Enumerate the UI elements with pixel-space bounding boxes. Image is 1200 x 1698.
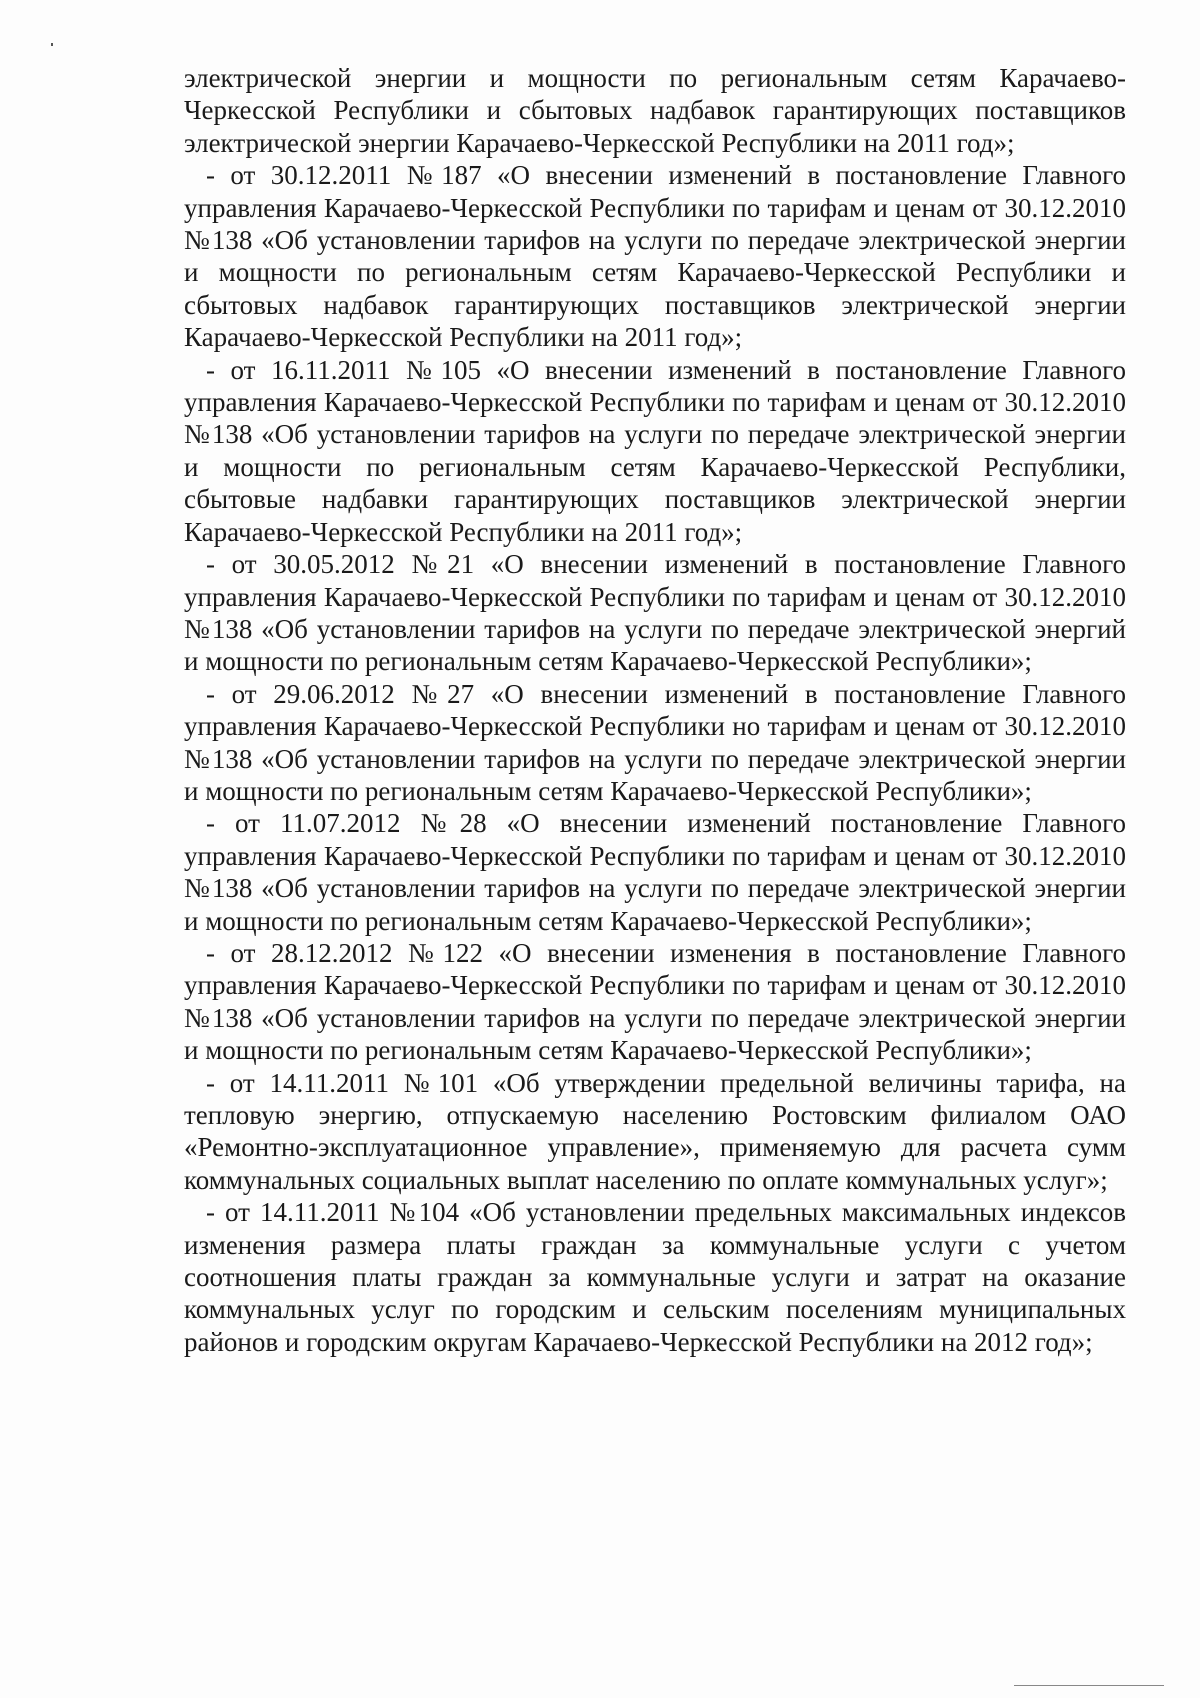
list-item-resolution-101: - от 14.11.2011 №101 «Об утверждении предельной величины тарифа, на тепловую энергию, отпускаемую населению Ростовским филиалом ОАО «Ремонтно-эксплуатационное управление», применяемую для расчета сумм коммунальных социальных выплат населению по оплате коммунальных услуг»; [184,1067,1126,1195]
scan-speck [51,43,53,46]
list-item-resolution-187: - от 30.12.2011 №187 «О внесении изменений в постановление Главного управления Карачаево-Черкесской Республики по тарифам и ценам от 30.12.2010 №138 «Об установлении тарифов на услуги по передаче электрической энергии и мощности по региональным сетям Карачаево-Черкесской Республики и сбытовых надбавок гарантирующих поставщиков электрической энергии Карачаево-Черкесской Республики на 2011 год»; [184,160,1126,353]
list-item-resolution-104: - от 14.11.2011 №104 «Об установлении предельных максимальных индексов изменения размера платы граждан за коммунальные услуги с учетом соотношения платы граждан за коммунальные услуги и затрат на оказание коммунальных услуг по городским и сельским поселениям муниципальных районов и городским округам Карачаево-Черкесской Республики на 2012 год»; [184,1197,1126,1357]
list-item-resolution-105: - от 16.11.2011 №105 «О внесении изменений в постановление Главного управления Карачаево-Черкесской Республики по тарифам и ценам от 30.12.2010 №138 «Об установлении тарифов на услуги по передаче электрической энергии и мощности по региональным сетям Карачаево-Черкесской Республики, сбытовые надбавки гарантирующих поставщиков электрической энергии Карачаево-Черкесской Республики на 2011 год»; [184,354,1126,547]
list-item-resolution-122: - от 28.12.2012 №122 «О внесении изменения в постановление Главного управления Карачаево-Черкесской Республики по тарифам и ценам от 30.12.2010 №138 «Об установлении тарифов на услуги по передаче электрической энергии и мощности по региональным сетям Карачаево-Черкесской Республики»; [184,937,1126,1066]
list-item-resolution-27: - от 29.06.2012 №27 «О внесении изменений в постановление Главного управления Карачаево-Черкесской Республики но тарифам и ценам от 30.12.2010 №138 «Об установлении тарифов на услуги по передаче электрической энергии и мощности по региональным сетям Карачаево-Черкесской Республики»; [184,678,1126,806]
paragraph-continuation: электрической энергии и мощности по региональным сетям Карачаево-Черкесской Республики и сбытовых надбавок гарантирующих поставщиков электрической энергии Карачаево-Черкесской Республики на 2011 год»; [184,63,1126,158]
list-item-resolution-21: - от 30.05.2012 №21 «О внесении изменений в постановление Главного управления Карачаево-Черкесской Республики по тарифам и ценам от 30.12.2010 №138 «Об установлении тарифов на услуги по передаче электрической энергий и мощности по региональным сетям Карачаево-Черкесской Республики»; [184,549,1126,677]
list-item-resolution-28: - от 11.07.2012 №28 «О внесении изменений постановление Главного управления Карачаево-Черкесской Республики по тарифам и ценам от 30.12.2010 №138 «Об установлении тарифов на услуги по передаче электрической энергии и мощности по региональным сетям Карачаево-Черкесской Республики»; [184,808,1126,936]
scan-edge-line [1014,1685,1164,1686]
document-body [184,62,1126,1358]
